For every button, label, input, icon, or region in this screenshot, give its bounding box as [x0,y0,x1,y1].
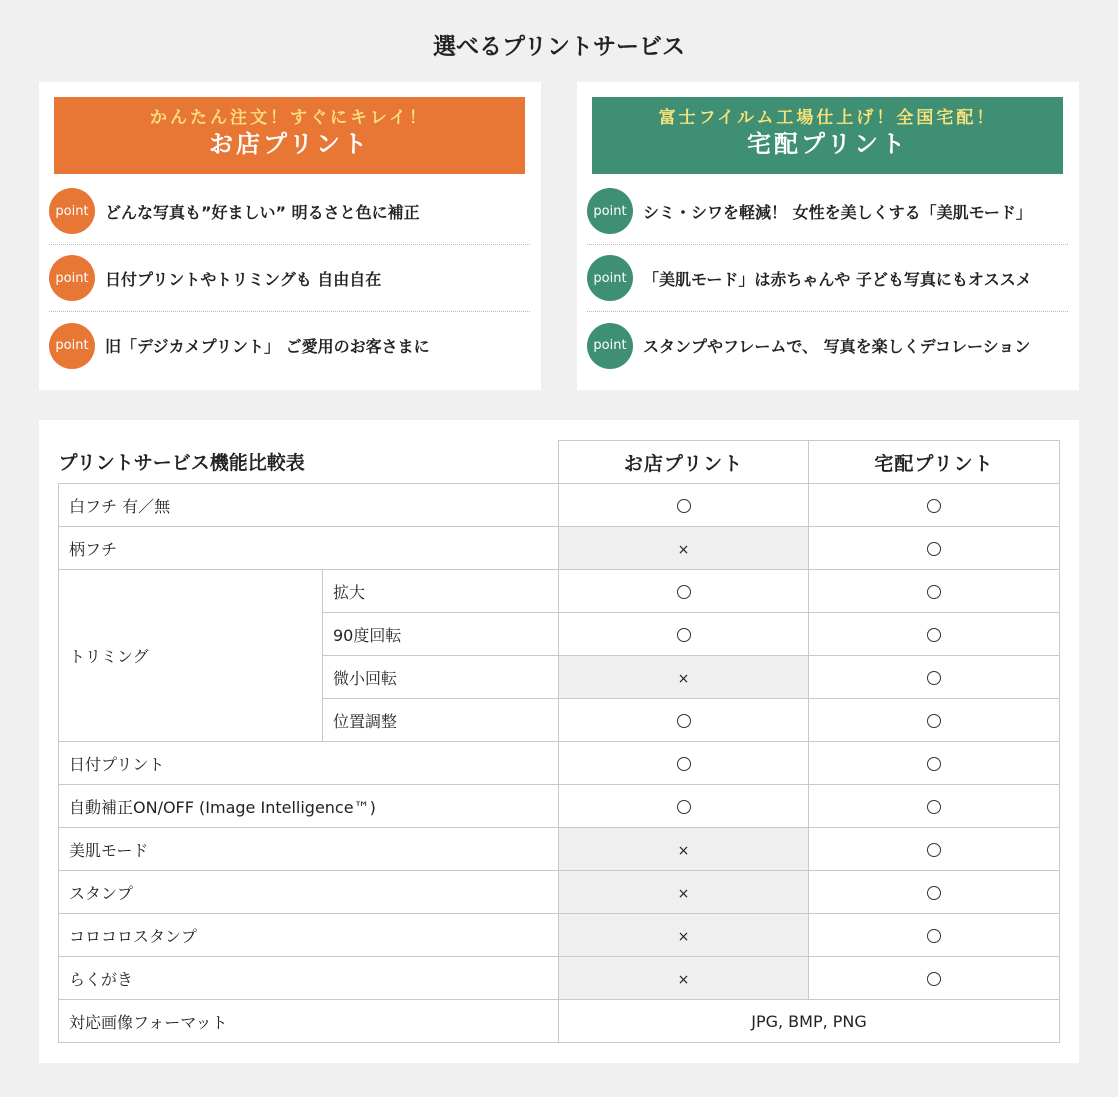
point-badge: point [587,255,633,301]
home-print-banner [592,97,1063,174]
store-banner-title: お店プリント [208,130,371,158]
point-badge: point [49,188,95,234]
point-text: 旧「デジカメプリント」 ご愛用のお客さまに [105,337,430,356]
row-label: 美肌モード [59,828,559,871]
table-row [59,484,1060,527]
cell-home [809,914,1060,957]
row-label: 微小回転 [323,656,559,699]
row-label: 拡大 [323,570,559,613]
cell-home [809,957,1060,1000]
table-body [59,484,1060,1043]
store-print-banner [54,97,525,174]
cell-store [559,957,809,1000]
cell-store [559,785,809,828]
row-label: コロコロスタンプ [59,914,559,957]
available-mark [677,714,691,728]
row-label: らくがき [59,957,559,1000]
unavailable-mark: × [677,541,690,558]
format-value: JPG, BMP, PNG [559,1000,1060,1043]
row-label: 柄フチ [59,527,559,570]
store-point-list [49,178,530,379]
cell-store [559,871,809,914]
table-header-row [59,441,1060,484]
cell-home [809,785,1060,828]
point-badge: point [49,255,95,301]
point-item [587,178,1068,245]
point-item [49,245,530,312]
home-point-list [587,178,1068,379]
row-label: 日付プリント [59,742,559,785]
table-row [59,828,1060,871]
table-row [59,871,1060,914]
point-text: 「美肌モード」は赤ちゃんや 子ども写真にもオススメ [643,269,1032,289]
available-mark [927,929,941,943]
point-text: どんな写真も”好ましい” 明るさと色に補正 [105,202,420,222]
row-label: 90度回転 [323,613,559,656]
home-banner-title: 宅配プリント [746,130,909,158]
available-mark [677,628,691,642]
cell-home [809,871,1060,914]
row-label: 位置調整 [323,699,559,742]
store-print-card [39,82,541,390]
cell-store [559,699,809,742]
available-mark [927,542,941,556]
available-mark [677,585,691,599]
point-text: シミ・シワを軽減！ 女性を美しくする「美肌モード」 [643,202,1032,222]
available-mark [927,843,941,857]
row-label: 白フチ 有／無 [59,484,559,527]
table-row [59,570,1060,613]
cell-home [809,828,1060,871]
available-mark [927,886,941,900]
cell-store [559,570,809,613]
point-badge: point [49,323,95,369]
point-text: スタンプやフレームで、 写真を楽しくデコレーション [643,337,1031,356]
column-header-store: お店プリント [559,441,809,484]
cell-store [559,613,809,656]
point-badge: point [587,188,633,234]
cell-home [809,742,1060,785]
unavailable-mark: × [677,971,690,988]
column-header-home: 宅配プリント [809,441,1060,484]
cell-store [559,656,809,699]
point-item [49,312,530,379]
available-mark [927,499,941,513]
page-title: 選べるプリントサービス [432,34,686,60]
comparison-table [58,440,1060,1043]
table-row [59,527,1060,570]
available-mark [927,671,941,685]
available-mark [927,757,941,771]
group-label: トリミング [59,570,323,742]
available-mark [677,800,691,814]
available-mark [927,585,941,599]
available-mark [927,800,941,814]
table-title: プリントサービス機能比較表 [58,452,305,475]
store-banner-subtitle: かんたん注文！すぐにキレイ！ [150,108,429,128]
available-mark [677,499,691,513]
available-mark [927,714,941,728]
cell-home [809,570,1060,613]
row-label: 対応画像フォーマット [59,1000,559,1043]
home-print-card [577,82,1079,390]
row-label: 自動補正ON/OFF (Image Intelligence™) [59,785,559,828]
point-item [587,312,1068,379]
table-row [59,742,1060,785]
cell-home [809,484,1060,527]
home-banner-subtitle: 富士フイルム工場仕上げ！全国宅配！ [658,108,997,128]
cell-store [559,742,809,785]
cell-home [809,656,1060,699]
cell-home [809,699,1060,742]
available-mark [927,628,941,642]
point-item [49,178,530,245]
cell-home [809,613,1060,656]
table-row [59,914,1060,957]
cell-store [559,828,809,871]
table-row [59,785,1060,828]
available-mark [927,972,941,986]
table-row [59,957,1060,1000]
point-item [587,245,1068,312]
table-row [59,1000,1060,1043]
comparison-panel [39,420,1079,1063]
available-mark [677,757,691,771]
unavailable-mark: × [677,928,690,945]
unavailable-mark: × [677,885,690,902]
point-text: 日付プリントやトリミングも 自由自在 [105,269,382,289]
cell-store [559,527,809,570]
point-badge: point [587,323,633,369]
unavailable-mark: × [677,842,690,859]
row-label: スタンプ [59,871,559,914]
unavailable-mark: × [677,670,690,687]
cell-store [559,914,809,957]
cell-store [559,484,809,527]
cell-home [809,527,1060,570]
